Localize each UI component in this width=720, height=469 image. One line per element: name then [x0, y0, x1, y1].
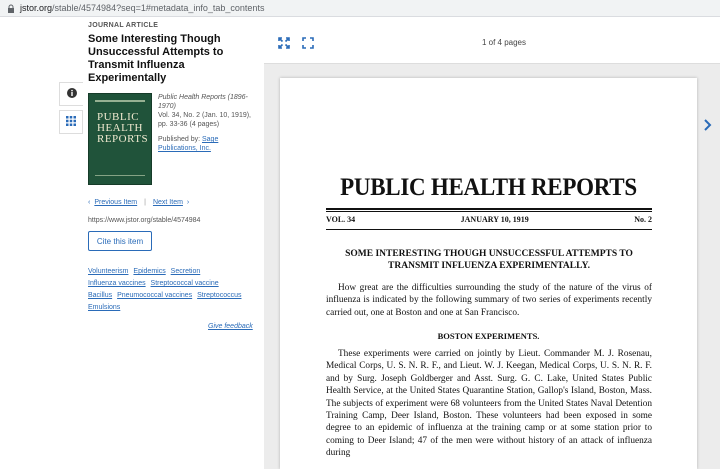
tag-link[interactable]: Streptococcal vaccine — [150, 280, 219, 287]
lock-icon — [6, 3, 16, 13]
grid-icon — [66, 113, 76, 131]
viewer-toolbar — [264, 22, 720, 64]
tag-link[interactable]: Influenza vaccines — [88, 280, 146, 287]
tag-link[interactable]: Epidemics — [133, 268, 166, 275]
cite-button[interactable]: Cite this item — [88, 231, 152, 251]
cover-title: PUBLIC HEALTH REPORTS — [97, 111, 149, 145]
document-page — [280, 78, 697, 469]
page-masthead: PUBLIC HEALTH REPORTS — [340, 174, 637, 201]
contents-tab-button[interactable] — [59, 110, 83, 134]
left-rail — [59, 82, 83, 134]
publisher-link[interactable]: Sage Publications, Inc. — [158, 136, 219, 152]
tag-link[interactable]: Pneumococcal vaccines — [117, 292, 193, 299]
chevron-right-small-icon: › — [186, 199, 190, 206]
document-viewer — [264, 22, 720, 469]
url-path: /stable/4574984?seq=1#metadata_info_tab_contents — [52, 3, 265, 13]
journal-cover-image[interactable] — [88, 93, 152, 185]
tag-link[interactable]: Streptococcus — [197, 292, 242, 299]
paragraph: How great are the difficulties surrounding the study of the nature of the virus of influenza is indicated by the following summary of two series of experiments recently carried out, one at Boston and one at San Francisco. — [326, 283, 652, 318]
address-bar[interactable] — [0, 0, 720, 17]
divider — [326, 211, 652, 212]
divider — [326, 208, 652, 210]
next-item-link[interactable]: Next Item — [152, 199, 183, 206]
previous-item-link[interactable]: Previous Item — [94, 199, 138, 206]
tag-link[interactable]: Emulsions — [88, 304, 121, 311]
topic-tags — [88, 266, 258, 314]
info-tab-button[interactable] — [59, 82, 83, 106]
journal-name: Public Health Reports (1896-1970) — [158, 94, 248, 110]
tag-link[interactable]: Volunteerism — [88, 268, 129, 275]
info-icon — [67, 85, 77, 103]
chevron-left-icon: ‹ — [88, 199, 91, 206]
tag-link[interactable]: Bacillus — [88, 292, 113, 299]
tag-link[interactable]: Secretion — [170, 268, 201, 275]
content-type-label: JOURNAL ARTICLE — [88, 22, 159, 29]
issue-date: JANUARY 10, 1919 — [460, 215, 529, 224]
article-title: Some Interesting Though Unsuccessful Attempts to Transmit Influenza Experimentally — [88, 33, 224, 84]
volume: VOL. 34 — [326, 215, 356, 224]
url-host: jstor.org — [20, 3, 53, 13]
divider — [326, 229, 652, 230]
issue-number: No. 2 — [634, 215, 652, 224]
page-count: 1 of 4 pages — [481, 38, 527, 47]
article-info-panel — [88, 22, 258, 314]
published-by-label: Published by: — [158, 136, 201, 143]
document-title: SOME INTERESTING THOUGH UNSUCCESSFUL ATTEMPTS TO TRANSMIT INFLUENZA EXPERIMENTALLY. — [345, 249, 633, 271]
publication-meta — [158, 93, 256, 185]
paragraph: These experiments were carried on jointly by Lieut. Commander M. J. Rosenau, Medical Corps, U. S. N. R. F., and Lieut. W. J. Keegan, Medical Corps, U. S. N. R. F. and by Surg. Joseph Goldberger and Asst. Surg. G. C. Lake, United States Public Health Service, at the United States Quarantine Station, Gallop's Island, Boston, Mass. The subjects of experiment were 68 volunteers from the United States Naval Detention Training Camp, Deer Island, Boston. These volunteers had been exposed in some degree to an epidemic of influenza at the training camp or at some station prior to coming to Deer Island; 47 of the men were without history of an attack of influenza during — [326, 349, 652, 459]
volume-info: Vol. 34, No. 2 (Jan. 10, 1919), pp. 33-36 (4 pages) — [158, 112, 252, 128]
stable-url: https://www.jstor.org/stable/4574984 — [88, 217, 201, 224]
issue-line — [326, 215, 652, 224]
item-navigation — [88, 199, 258, 206]
section-heading: BOSTON EXPERIMENTS. — [437, 331, 540, 341]
give-feedback-link[interactable]: Give feedback — [208, 323, 253, 330]
chevron-right-icon[interactable] — [701, 118, 715, 132]
nav-divider: | — [144, 199, 146, 206]
